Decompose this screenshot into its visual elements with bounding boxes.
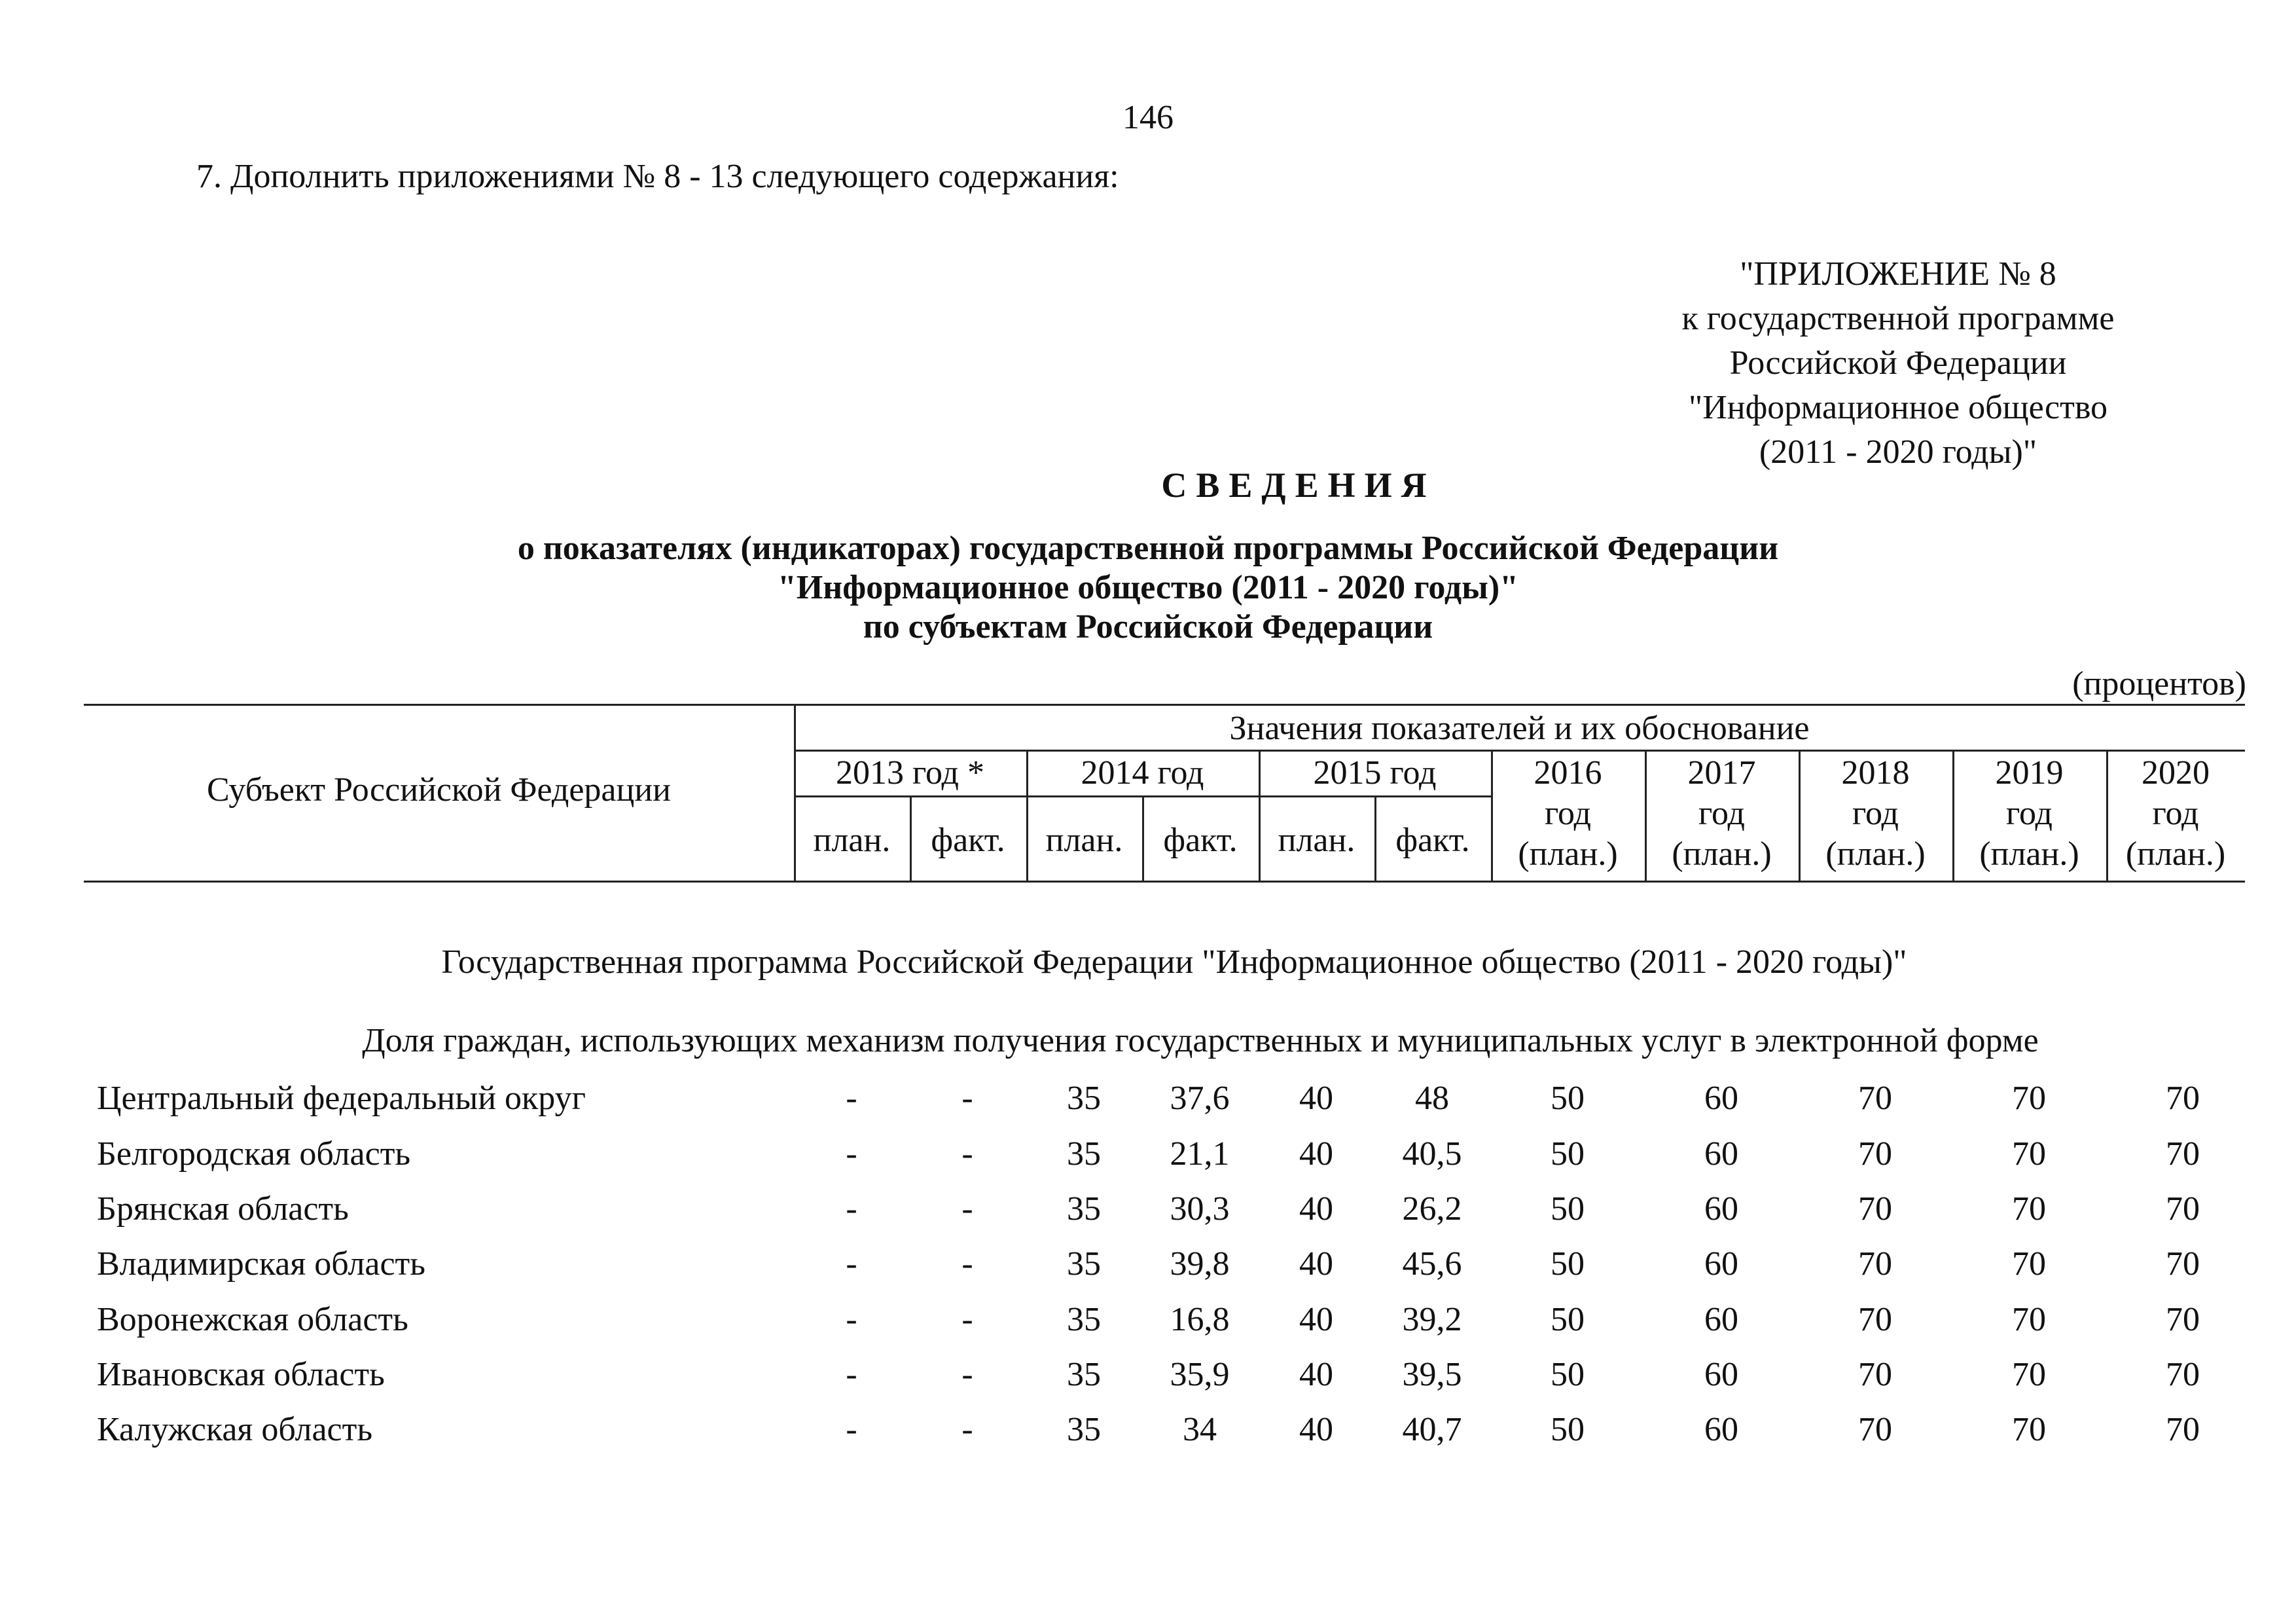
row-value: 60 xyxy=(1704,1301,1738,1338)
row-value: 40 xyxy=(1299,1190,1333,1228)
row-value: - xyxy=(846,1190,857,1228)
appendix-line: (2011 - 2020 годы)" xyxy=(1759,433,2037,471)
header-year-2017 xyxy=(1645,753,1799,875)
row-value: 39,2 xyxy=(1402,1301,1462,1338)
header-god: год xyxy=(1545,795,1591,832)
row-value: 70 xyxy=(1858,1190,1892,1228)
row-value: - xyxy=(846,1356,857,1393)
header-year-2015: 2015 год xyxy=(1313,754,1437,792)
row-value: 48 xyxy=(1415,1080,1449,1117)
header-god: год xyxy=(2006,795,2053,832)
header-god: год xyxy=(1852,795,1899,832)
header-year-number: 2019 xyxy=(1995,754,2064,792)
row-value: - xyxy=(846,1411,857,1448)
table-row xyxy=(0,1355,2296,1410)
row-value: 45,6 xyxy=(1402,1245,1462,1283)
row-value: 70 xyxy=(2166,1356,2200,1393)
header-plan: план. xyxy=(1278,822,1355,859)
header-plan: план. xyxy=(813,822,891,859)
row-value: 40 xyxy=(1299,1301,1333,1338)
program-title: Государственная программа Российской Федерации "Информационное общество (2011 - 2020 годы)" xyxy=(441,943,1907,981)
document-subtitle xyxy=(0,529,2296,647)
row-value: 40 xyxy=(1299,1356,1333,1393)
header-god: год xyxy=(2152,795,2199,832)
header-values-caption: Значения показателей и их обоснование xyxy=(1229,710,1810,747)
row-value: 35 xyxy=(1067,1190,1101,1228)
header-top-rule xyxy=(84,704,2245,706)
row-value: 70 xyxy=(2166,1080,2200,1117)
row-value: 70 xyxy=(1858,1080,1892,1117)
row-subject: Белгородская область xyxy=(97,1135,411,1173)
header-plan: план. xyxy=(1045,822,1123,859)
row-value: 40 xyxy=(1299,1245,1333,1283)
row-value: - xyxy=(846,1301,857,1338)
row-value: 35 xyxy=(1067,1135,1101,1173)
row-value: 70 xyxy=(1858,1356,1892,1393)
row-value: 35 xyxy=(1067,1356,1101,1393)
row-value: 50 xyxy=(1551,1356,1585,1393)
row-value: 70 xyxy=(2012,1411,2046,1448)
row-subject: Калужская область xyxy=(97,1411,373,1448)
appendix-line: Российской Федерации xyxy=(1729,344,2067,382)
row-value: 60 xyxy=(1704,1245,1738,1283)
header-year-2018 xyxy=(1799,753,1952,875)
row-value: 35 xyxy=(1067,1245,1101,1283)
row-value: 34 xyxy=(1183,1411,1217,1448)
table-row xyxy=(0,1245,2296,1300)
row-value: 70 xyxy=(2166,1301,2200,1338)
row-subject: Владимирская область xyxy=(97,1245,425,1283)
units-label: (процентов) xyxy=(2072,665,2246,702)
header-year-number: 2018 xyxy=(1841,754,1910,792)
header-caption-rule xyxy=(794,750,2245,752)
row-value: 40 xyxy=(1299,1080,1333,1117)
indicator-title: Доля граждан, использующих механизм получения государственных и муниципальных услуг в электронной форме xyxy=(362,1022,2039,1059)
header-bottom-rule xyxy=(84,881,2245,883)
row-value: - xyxy=(846,1245,857,1283)
row-value: 70 xyxy=(2012,1135,2046,1173)
header-year-number: 2017 xyxy=(1687,754,1756,792)
page-number: 146 xyxy=(1122,99,1174,136)
row-value: 35 xyxy=(1067,1080,1101,1117)
row-value: - xyxy=(961,1080,973,1117)
row-value: 60 xyxy=(1704,1080,1738,1117)
row-value: 70 xyxy=(1858,1135,1892,1173)
row-value: 70 xyxy=(2166,1411,2200,1448)
row-value: 70 xyxy=(2012,1301,2046,1338)
header-year-number: 2016 xyxy=(1534,754,1602,792)
row-value: - xyxy=(961,1135,973,1173)
row-value: 39,8 xyxy=(1170,1245,1230,1283)
row-value: 40 xyxy=(1299,1135,1333,1173)
appendix-line: "Информационное общество xyxy=(1688,389,2108,426)
row-subject: Воронежская область xyxy=(97,1301,408,1338)
row-value: - xyxy=(846,1080,857,1117)
subtitle-line: о показателях (индикаторах) государственной программы Российской Федерации xyxy=(517,530,1779,567)
row-value: 39,5 xyxy=(1402,1356,1462,1393)
table-row xyxy=(0,1190,2296,1245)
table-row xyxy=(0,1135,2296,1190)
row-value: 70 xyxy=(2012,1190,2046,1228)
header-year-2013: 2013 год * xyxy=(836,754,984,792)
header-plan-paren: (план.) xyxy=(1518,835,1618,873)
row-value: 40,7 xyxy=(1402,1411,1462,1448)
row-value: - xyxy=(961,1301,973,1338)
header-year-2020 xyxy=(2106,753,2245,875)
row-value: 70 xyxy=(2166,1245,2200,1283)
table-row xyxy=(0,1079,2296,1134)
appendix-header xyxy=(1590,252,2206,475)
subtitle-line: по субъектам Российской Федерации xyxy=(863,608,1433,646)
header-year-2016 xyxy=(1491,753,1645,875)
header-fact: факт. xyxy=(1395,822,1470,859)
row-value: - xyxy=(961,1411,973,1448)
header-year-number: 2020 xyxy=(2142,754,2210,792)
header-plan-paren: (план.) xyxy=(1825,835,1926,873)
row-value: - xyxy=(961,1190,973,1228)
appendix-line: "ПРИЛОЖЕНИЕ № 8 xyxy=(1740,255,2056,293)
row-value: 50 xyxy=(1551,1190,1585,1228)
row-subject: Центральный федеральный округ xyxy=(97,1080,586,1117)
row-value: 50 xyxy=(1551,1301,1585,1338)
header-plan-paren: (план.) xyxy=(1979,835,2079,873)
row-value: 50 xyxy=(1551,1411,1585,1448)
row-value: 70 xyxy=(1858,1245,1892,1283)
row-value: 50 xyxy=(1551,1135,1585,1173)
row-value: - xyxy=(846,1135,857,1173)
row-value: 37,6 xyxy=(1170,1080,1230,1117)
row-value: 21,1 xyxy=(1170,1135,1230,1173)
header-plan-paren: (план.) xyxy=(2125,835,2226,873)
row-value: 70 xyxy=(2012,1080,2046,1117)
row-subject: Брянская область xyxy=(97,1190,349,1228)
row-value: 35,9 xyxy=(1170,1356,1230,1393)
row-value: 60 xyxy=(1704,1411,1738,1448)
row-value: 30,3 xyxy=(1170,1190,1230,1228)
header-year-2019 xyxy=(1952,753,2106,875)
row-value: 70 xyxy=(2012,1245,2046,1283)
row-value: 26,2 xyxy=(1402,1190,1462,1228)
row-subject: Ивановская область xyxy=(97,1356,385,1393)
header-year-2014: 2014 год xyxy=(1081,754,1204,792)
table-row xyxy=(0,1410,2296,1465)
row-value: 60 xyxy=(1704,1190,1738,1228)
row-value: - xyxy=(961,1245,973,1283)
row-value: 40,5 xyxy=(1402,1135,1462,1173)
header-god: год xyxy=(1698,795,1745,832)
row-value: 40 xyxy=(1299,1411,1333,1448)
row-value: 16,8 xyxy=(1170,1301,1230,1338)
table-row xyxy=(0,1300,2296,1355)
row-value: 35 xyxy=(1067,1301,1101,1338)
row-value: - xyxy=(961,1356,973,1393)
header-plan-paren: (план.) xyxy=(1672,835,1772,873)
row-value: 70 xyxy=(1858,1301,1892,1338)
header-fact: факт. xyxy=(1163,822,1238,859)
row-value: 70 xyxy=(2012,1356,2046,1393)
subtitle-line: "Информационное общество (2011 - 2020 годы)" xyxy=(777,569,1518,606)
row-value: 70 xyxy=(2166,1190,2200,1228)
header-subject: Субъект Российской Федерации xyxy=(207,771,671,809)
row-value: 50 xyxy=(1551,1080,1585,1117)
row-value: 70 xyxy=(1858,1411,1892,1448)
row-value: 50 xyxy=(1551,1245,1585,1283)
header-fact: факт. xyxy=(931,822,1005,859)
row-value: 70 xyxy=(2166,1135,2200,1173)
document-title: СВЕДЕНИЯ xyxy=(1161,465,1436,505)
row-value: 35 xyxy=(1067,1411,1101,1448)
appendix-line: к государственной программе xyxy=(1681,300,2115,337)
intro-paragraph: 7. Дополнить приложениями № 8 - 13 следующего содержания: xyxy=(196,158,1119,195)
row-value: 60 xyxy=(1704,1356,1738,1393)
row-value: 60 xyxy=(1704,1135,1738,1173)
